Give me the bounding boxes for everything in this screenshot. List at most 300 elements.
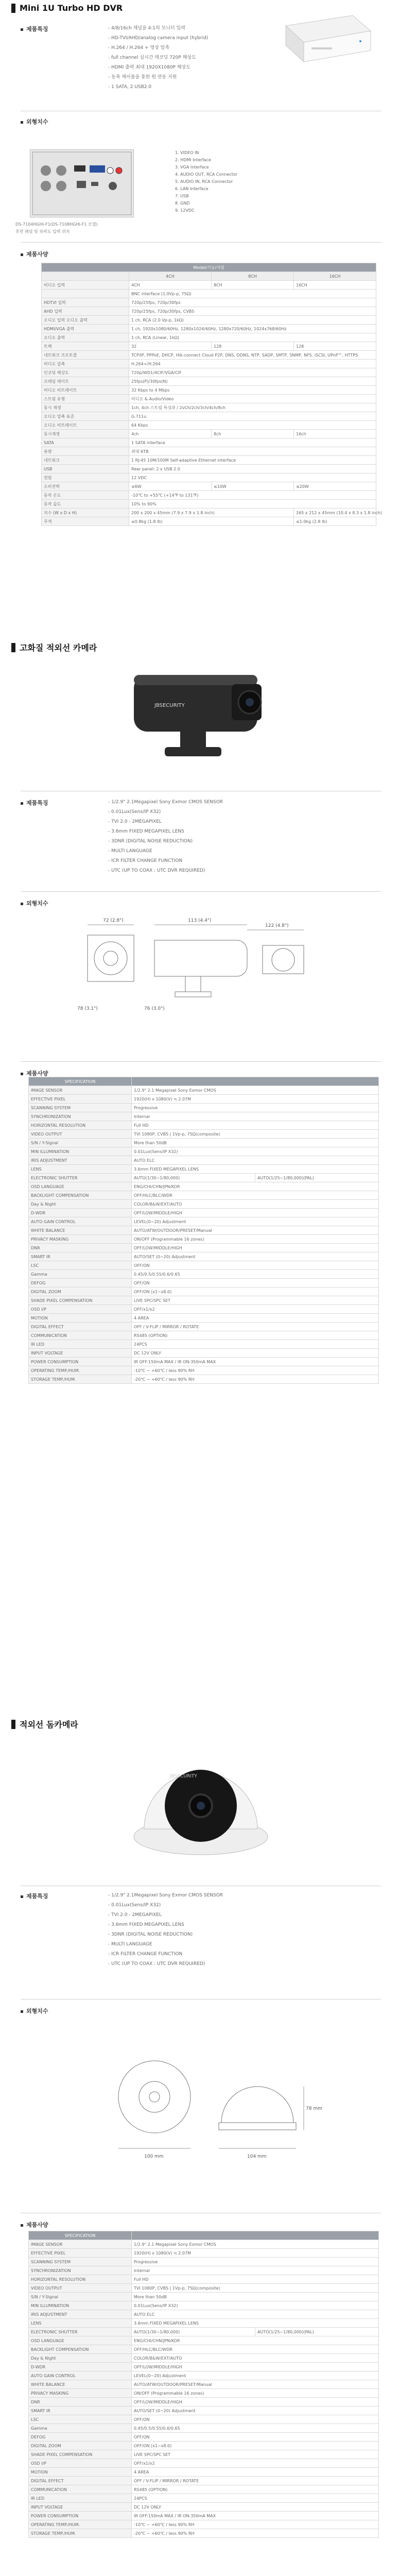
table-row bbox=[29, 2459, 379, 2468]
table-cell: AUTO/ATW/OUTDOOR/PRESET/Manual bbox=[132, 1226, 379, 1235]
dome-features-heading: 제품특징 bbox=[21, 1892, 48, 1900]
table-cell: -20℃ ~ +60℃ / less 90% RH bbox=[132, 2529, 379, 2538]
row-label: LENS bbox=[29, 2319, 132, 2328]
table-cell: OFF/LOW/MIDDLE/HIGH bbox=[132, 2363, 379, 2371]
feature-item: - 3.6mm FIXED MEGAPIXEL LENS bbox=[108, 827, 223, 837]
feature-item: - 1/2.9" 2.1Megapixel Sony Exmor CMOS SENSOR bbox=[108, 798, 223, 807]
table-cell: 10% to 90% bbox=[129, 500, 376, 509]
feature-item: - UTC (UP TO COAX : UTC DVR REQUIRED) bbox=[108, 1959, 223, 1969]
table-row bbox=[29, 1375, 379, 1384]
feature-item: - UTC (UP TO COAX : UTC DVR REQUIRED) bbox=[108, 866, 223, 876]
table-row bbox=[29, 2468, 379, 2477]
table-cell: ≤10W bbox=[212, 482, 294, 491]
table-row bbox=[29, 2450, 379, 2459]
table-row bbox=[42, 491, 376, 500]
dvr-spec-table bbox=[41, 263, 382, 526]
feature-item: - ICR FILTER CHANGE FUNCTION bbox=[108, 856, 223, 866]
feature-item: - 3DNR (DIGITAL NOISE REDUCTION) bbox=[108, 1930, 223, 1940]
row-label: STORAGE TEMP./HUM. bbox=[29, 2529, 132, 2538]
table-row bbox=[29, 1331, 379, 1340]
table-cell: 1920(H) x 1080(V) ≒ 2.07M bbox=[132, 2249, 379, 2258]
table-row bbox=[29, 1182, 379, 1191]
table-header-row bbox=[29, 1077, 379, 1086]
rear-caption-2: 후면 패널 및 외곽도 입력 위치 bbox=[15, 229, 70, 234]
table-row bbox=[29, 2380, 379, 2389]
row-label: D-WDR bbox=[29, 2363, 132, 2371]
dvr-rear-panel bbox=[30, 149, 134, 217]
bullet-spec-heading: 제품사양 bbox=[21, 1069, 48, 1077]
bullet-dimension-drawing bbox=[77, 914, 319, 1023]
dome-title: 적외선 돔카메라 bbox=[11, 1718, 78, 1730]
table-cell: 1 ch, RCA (2.0 Vp-p, 1kΩ) bbox=[129, 316, 376, 325]
table-row bbox=[29, 2258, 379, 2266]
row-label: 오디오 비트레이트 bbox=[42, 421, 129, 430]
table-cell: 128 bbox=[294, 342, 376, 351]
table-cell: 최대 6TB bbox=[129, 447, 376, 456]
table-cell: 0.01Lux(Sens/IP X32) bbox=[132, 1147, 379, 1156]
table-cell: 32 Kbps to 4 Mbps bbox=[129, 386, 376, 395]
table-cell: OFF/x1/x2 bbox=[132, 2459, 379, 2468]
table-cell: 32 bbox=[129, 342, 212, 351]
table-row bbox=[42, 368, 376, 377]
row-label: SCANNING SYSTEM bbox=[29, 2258, 132, 2266]
table-cell: COLOR/B&W/EXT/AUTO bbox=[132, 1200, 379, 1209]
brand-logo: JBSECURITY bbox=[170, 1774, 197, 1779]
feature-item: - H.264 / H.264 + 영상 압축 bbox=[108, 43, 208, 53]
table-row bbox=[42, 430, 376, 438]
row-label: AUTO GAIN CONTROL bbox=[29, 1217, 132, 1226]
table-row bbox=[42, 438, 376, 447]
dome-dim-heading: 외형치수 bbox=[21, 2007, 48, 2015]
table-row bbox=[42, 298, 376, 307]
row-label: 비디오 비트레이트 bbox=[42, 386, 129, 395]
table-cell: 720p/WD1/4CIF/VGA/CIF bbox=[129, 368, 376, 377]
table-cell: TCP/IP, PPPoE, DHCP, Hik-connect Cloud P2P, DNS, DDNS, NTP, SADP, SMTP, SNMP, NFS, iSCSI, UPnP™, HTTPS bbox=[129, 351, 376, 360]
table-row bbox=[29, 1156, 379, 1165]
row-label: DIGITAL EFFECT bbox=[29, 2477, 132, 2485]
row-label: SMART IR bbox=[29, 1252, 132, 1261]
row-label: IMAGE SENSOR bbox=[29, 2240, 132, 2249]
row-label: IR LED bbox=[29, 2494, 132, 2503]
table-row bbox=[29, 2319, 379, 2328]
table-row bbox=[29, 1121, 379, 1130]
dvr-feature-list bbox=[108, 24, 208, 92]
row-label: 동작 습도 bbox=[42, 500, 129, 509]
row-label: 프레임 레이트 bbox=[42, 377, 129, 386]
row-label: 비디오 압축 bbox=[42, 360, 129, 368]
row-label: Gamma bbox=[29, 2424, 132, 2433]
table-cell: OFF/HLC/BLC/WDR bbox=[132, 2345, 379, 2354]
dvr-title: Mini 1U Turbo HD DVR bbox=[11, 3, 123, 13]
rear-caption: DS-7104HGHI-F1(DS-7108HGHI-F1 모델) bbox=[15, 222, 98, 227]
row-label: DEFOG bbox=[29, 2433, 132, 2442]
row-label: COMMUNICATION bbox=[29, 1331, 132, 1340]
table-row bbox=[42, 395, 376, 403]
table-row bbox=[42, 421, 376, 430]
table-row bbox=[29, 2406, 379, 2415]
table-cell: AUTO(1/25~1/80,000)(PAL) bbox=[255, 1174, 379, 1182]
table-cell: 24PCS bbox=[132, 1340, 379, 1349]
table-row bbox=[29, 1174, 379, 1182]
table-cell: 1/2.9" 2.1 Megapixel Sony Exmor CMOS bbox=[132, 2240, 379, 2249]
table-row bbox=[29, 2328, 379, 2336]
legend-item: 8. GND bbox=[175, 201, 190, 206]
row-label: 소비전력 bbox=[42, 482, 129, 491]
table-cell: More than 50dB bbox=[132, 1139, 379, 1147]
divider bbox=[21, 891, 381, 892]
table-cell: Progressive bbox=[132, 1104, 379, 1112]
table-cell: LEVEL(0~20) Adjustment bbox=[132, 1217, 379, 1226]
table-row bbox=[29, 1296, 379, 1305]
table-row bbox=[42, 500, 376, 509]
dim-label: 76 (3.0") bbox=[144, 1006, 165, 1011]
bullet-features-heading: 제품특징 bbox=[21, 799, 48, 807]
table-row bbox=[29, 2336, 379, 2345]
table-row bbox=[29, 2310, 379, 2319]
table-cell: -20℃ ~ +60℃ / less 90% RH bbox=[132, 1375, 379, 1384]
row-label: OSD LANGUAGE bbox=[29, 1182, 132, 1191]
table-row bbox=[29, 2240, 379, 2249]
title-mark bbox=[11, 1720, 15, 1729]
row-label: 치수 (W x D x H) bbox=[42, 509, 129, 517]
bullet-title: 고화질 적외선 카메라 bbox=[11, 641, 97, 653]
table-cell: 8CH bbox=[212, 281, 294, 290]
dim-label: 100 mm bbox=[144, 2154, 164, 2159]
table-cell: AUTO(1/30~1/80,000) bbox=[132, 2328, 255, 2336]
dvr-features-heading: 제품특징 bbox=[21, 25, 48, 33]
row-label: Day & Night bbox=[29, 1200, 132, 1209]
row-label: AHD 입력 bbox=[42, 307, 129, 316]
table-cell: 720p/25fps, 720p/30fps bbox=[129, 298, 376, 307]
table-row bbox=[29, 1305, 379, 1314]
feature-item: - TVI 2.0 - 2MEGAPIXEL bbox=[108, 1910, 223, 1920]
table-cell: OFF/ON (x1~x8.0) bbox=[132, 2442, 379, 2450]
dvr-rear-heading: 외형치수 bbox=[21, 117, 48, 126]
row-label: MOTION bbox=[29, 2468, 132, 2477]
legend-item: 3. VGA Interface bbox=[175, 165, 209, 170]
row-label: 인코딩 해상도 bbox=[42, 368, 129, 377]
row-label: DNR bbox=[29, 2398, 132, 2406]
dome-feature-list bbox=[108, 1891, 223, 1969]
bullet-camera-image bbox=[103, 665, 299, 773]
feature-item: - TVI 2.0 - 2MEGAPIXEL bbox=[108, 817, 223, 827]
row-label: HDTVI 입력 bbox=[42, 298, 129, 307]
table-cell: ≤0.8kg (1.8 lb) bbox=[129, 517, 294, 526]
table-cell: COLOR/B&W/EXT/AUTO bbox=[132, 2354, 379, 2363]
table-cell: OFF/LOW/MIDDLE/HIGH bbox=[132, 1244, 379, 1252]
dim-label: 122 (4.8") bbox=[265, 923, 289, 928]
table-cell: 1 RJ-45 10M/100M Self-adaptive Ethernet interface bbox=[129, 456, 376, 465]
table-row bbox=[29, 1366, 379, 1375]
table-cell: AUTO ELC bbox=[132, 2310, 379, 2319]
table-row bbox=[42, 517, 376, 526]
table-cell: 1 ch, RCA (Linear, 1kΩ) bbox=[129, 333, 376, 342]
divider bbox=[21, 242, 381, 243]
row-label: MIN ILLUMINATION bbox=[29, 1147, 132, 1156]
table-row bbox=[29, 1235, 379, 1244]
feature-item: - 1 SATA, 2 USB2.0 bbox=[108, 82, 208, 92]
feature-item: - MULTI LANGUAGE bbox=[108, 1940, 223, 1950]
row-label: MIN ILLUMINATION bbox=[29, 2301, 132, 2310]
table-cell: OFF / V-FLIP / MIRROR / ROTATE bbox=[132, 2477, 379, 2485]
table-row bbox=[29, 2275, 379, 2284]
table-cell: ON/OFF (Programmable 16 zones) bbox=[132, 2389, 379, 2398]
table-cell: 16ch bbox=[294, 430, 376, 438]
table-row bbox=[42, 447, 376, 456]
table-row bbox=[29, 2529, 379, 2538]
table-cell: 25fps(P)/30fps(N) bbox=[129, 377, 376, 386]
row-label: DEFOG bbox=[29, 1279, 132, 1287]
table-row bbox=[42, 386, 376, 395]
row-label: LSC bbox=[29, 2415, 132, 2424]
row-label: 동시재생 bbox=[42, 430, 129, 438]
feature-item: - HDMI 출력 최대 1920X1080P 해상도 bbox=[108, 63, 208, 73]
table-row bbox=[29, 2494, 379, 2503]
row-label: PRIVACY MASKING bbox=[29, 1235, 132, 1244]
table-cell: OFF/x1/x2 bbox=[132, 1305, 379, 1314]
row-label: SMART IR bbox=[29, 2406, 132, 2415]
dim-label: 78 (3.1") bbox=[77, 1006, 98, 1011]
row-label bbox=[42, 290, 129, 298]
dome-dimension-drawing bbox=[93, 2040, 322, 2174]
table-cell: 4CH bbox=[129, 272, 212, 281]
table-cell: OFF / V-FLIP / MIRROR / ROTATE bbox=[132, 1323, 379, 1331]
row-label: HDMI/VGA 출력 bbox=[42, 325, 129, 333]
row-label: WHITE BALANCE bbox=[29, 1226, 132, 1235]
table-row bbox=[29, 1279, 379, 1287]
table-row bbox=[29, 2301, 379, 2310]
row-label: BACKLIGHT COMPENSATION bbox=[29, 2345, 132, 2354]
table-header-row bbox=[29, 2231, 379, 2240]
row-label: POWER CONSUMPTION bbox=[29, 2512, 132, 2520]
table-header: SPECIFICATION bbox=[29, 2231, 132, 2240]
dvr-product-image bbox=[275, 10, 373, 72]
table-cell: 16CH bbox=[294, 272, 376, 281]
table-cell: ≤1.0kg (2.8 lb) bbox=[294, 517, 376, 526]
table-row bbox=[42, 307, 376, 316]
row-label: COMMUNICATION bbox=[29, 2485, 132, 2494]
table-cell: G.711u bbox=[129, 412, 376, 421]
table-row bbox=[29, 1226, 379, 1235]
row-label: SCANNING SYSTEM bbox=[29, 1104, 132, 1112]
title-mark bbox=[11, 643, 15, 652]
table-cell: Internal bbox=[132, 2266, 379, 2275]
feature-item: - ICR FILTER CHANGE FUNCTION bbox=[108, 1950, 223, 1959]
dim-label: 113 (4.4") bbox=[188, 918, 212, 923]
row-label: WHITE BALANCE bbox=[29, 2380, 132, 2389]
bullet-dim-heading: 외형치수 bbox=[21, 899, 48, 907]
feature-item: - 3DNR (DIGITAL NOISE REDUCTION) bbox=[108, 837, 223, 846]
title-mark bbox=[11, 4, 15, 13]
legend-item: 6. LAN Interface bbox=[175, 187, 209, 191]
table-cell: 4 AREA bbox=[132, 2468, 379, 2477]
table-cell: More than 50dB bbox=[132, 2293, 379, 2301]
table-cell: Rear panel: 2 x USB 2.0 bbox=[129, 465, 376, 473]
table-cell: LIVE SPC/SPC SET bbox=[132, 2450, 379, 2459]
row-label: ELECTRONIC SHUTTER bbox=[29, 1174, 132, 1182]
table-cell: -10℃ ~ +60℃ / less 90% RH bbox=[132, 2520, 379, 2529]
table-row bbox=[42, 316, 376, 325]
table-row bbox=[29, 1252, 379, 1261]
row-label: 전원 bbox=[42, 473, 129, 482]
table-cell: 24PCS bbox=[132, 2494, 379, 2503]
brand-logo: JBSECURITY bbox=[154, 703, 185, 708]
table-cell: ON/OFF (Programmable 16 zones) bbox=[132, 1235, 379, 1244]
table-row bbox=[29, 2520, 379, 2529]
row-label: 무게 bbox=[42, 517, 129, 526]
feature-item: - 0.01Lux(Sens/IP X32) bbox=[108, 807, 223, 817]
table-cell: 12 VDC bbox=[129, 473, 376, 482]
row-label: HORIZONTAL RESOLUTION bbox=[29, 2275, 132, 2284]
row-label: IMAGE SENSOR bbox=[29, 1086, 132, 1095]
table-cell: OFF/ON bbox=[132, 1261, 379, 1270]
row-label: 비디오 입력 bbox=[42, 281, 129, 290]
table-cell: 0.45/0.5/0.55/0.6/0.65 bbox=[132, 2424, 379, 2433]
table-cell: 4CH bbox=[129, 281, 212, 290]
table-row bbox=[42, 351, 376, 360]
row-label: LSC bbox=[29, 1261, 132, 1270]
table-cell: 200 x 200 x 45mm (7.9 x 7.9 x 1.8 inch) bbox=[129, 509, 294, 517]
row-label: Gamma bbox=[29, 1270, 132, 1279]
table-row bbox=[29, 2424, 379, 2433]
table-row bbox=[29, 1314, 379, 1323]
table-cell bbox=[132, 2231, 379, 2240]
dome-camera-image bbox=[118, 1747, 283, 1865]
table-cell: 0.45/0.5/0.55/0.6/0.65 bbox=[132, 1270, 379, 1279]
table-header: Model/기능/사양 bbox=[42, 263, 376, 272]
feature-item: - MULTI LANGUAGE bbox=[108, 846, 223, 856]
table-cell: OFF/ON bbox=[132, 1279, 379, 1287]
dim-label: 78 mm bbox=[306, 2106, 322, 2111]
legend-item: 2. HDMI Interface bbox=[175, 158, 211, 162]
row-label: Day & Night bbox=[29, 2354, 132, 2363]
row-label: DIGITAL ZOOM bbox=[29, 1287, 132, 1296]
table-row bbox=[29, 1217, 379, 1226]
table-row bbox=[29, 2485, 379, 2494]
table-cell: OFF/HLC/BLC/WDR bbox=[132, 1191, 379, 1200]
bullet-spec-table bbox=[28, 1077, 379, 1384]
row-label: DNR bbox=[29, 1244, 132, 1252]
table-cell: 265 x 212 x 45mm (10.4 x 8.3 x 1.8 inch) bbox=[294, 509, 376, 517]
table-row bbox=[29, 1191, 379, 1200]
table-row bbox=[42, 290, 376, 298]
table-row bbox=[42, 333, 376, 342]
table-cell: 64 Kbps bbox=[129, 421, 376, 430]
row-label: IRIS ADJUSTMENT bbox=[29, 2310, 132, 2319]
table-cell: Internal bbox=[132, 1112, 379, 1121]
table-cell: LEVEL(0~20) Adjustment bbox=[132, 2371, 379, 2380]
table-cell: H.264+/H.264 bbox=[129, 360, 376, 368]
feature-item: - 4/8/16ch 채널을 4:1의 모니터 입력 bbox=[108, 24, 208, 33]
row-label: INPUT VOLTAGE bbox=[29, 1349, 132, 1358]
table-cell: 128 bbox=[212, 342, 294, 351]
table-row bbox=[29, 1349, 379, 1358]
row-label: IR LED bbox=[29, 1340, 132, 1349]
table-row bbox=[29, 1358, 379, 1366]
table-cell: 8ch bbox=[212, 430, 294, 438]
row-label: EFFECTIVE PIXEL bbox=[29, 2249, 132, 2258]
table-row bbox=[42, 509, 376, 517]
table-cell: 4ch bbox=[129, 430, 212, 438]
table-row bbox=[29, 1147, 379, 1156]
table-cell: 4 AREA bbox=[132, 1314, 379, 1323]
table-row bbox=[29, 2512, 379, 2520]
table-cell: 0.01Lux(Sens/IP X32) bbox=[132, 2301, 379, 2310]
table-row bbox=[29, 2398, 379, 2406]
row-label: SHADE PIXEL COMPENSATION bbox=[29, 1296, 132, 1305]
table-cell: DC 12V ONLY bbox=[132, 2503, 379, 2512]
row-label: SYNCHRONIZATION bbox=[29, 1112, 132, 1121]
table-cell: DC 12V ONLY bbox=[132, 1349, 379, 1358]
table-row bbox=[29, 1139, 379, 1147]
table-cell: AUTO(1/25~1/80,000)(PAL) bbox=[255, 2328, 379, 2336]
table-cell: 1 ch, 1920x1080/60Hz, 1280x1024/60Hz, 1280x720/60Hz, 1024x768/60Hz bbox=[129, 325, 376, 333]
feature-item: - 3.6mm FIXED MEGAPIXEL LENS bbox=[108, 1920, 223, 1930]
table-row bbox=[29, 2363, 379, 2371]
table-row bbox=[42, 482, 376, 491]
row-label: IRIS ADJUSTMENT bbox=[29, 1156, 132, 1165]
table-cell: IR OFF:150mA MAX / IR ON:350mA MAX bbox=[132, 1358, 379, 1366]
table-cell: OFF/ON bbox=[132, 2433, 379, 2442]
table-cell: 1920(H) x 1080(V) ≒ 2.07M bbox=[132, 1095, 379, 1104]
table-cell: 3.6mm FIXED MEGAPIXEL LENS bbox=[132, 1165, 379, 1174]
table-row bbox=[29, 1095, 379, 1104]
row-label: D-WDR bbox=[29, 1209, 132, 1217]
table-cell: Full HD bbox=[132, 2275, 379, 2284]
row-label: MOTION bbox=[29, 1314, 132, 1323]
row-label: DIGITAL EFFECT bbox=[29, 1323, 132, 1331]
table-cell: -10℃ ~ +60℃ / less 90% RH bbox=[132, 1366, 379, 1375]
table-cell: 720p/25fps, 720p/30fps, CVBS bbox=[129, 307, 376, 316]
table-header-row bbox=[42, 263, 376, 272]
table-cell: AUTO/ATW/OUTDOOR/PRESET/Manual bbox=[132, 2380, 379, 2389]
row-label: 동시 재생 bbox=[42, 403, 129, 412]
row-label: SYNCHRONIZATION bbox=[29, 2266, 132, 2275]
table-cell: 1 SATA interface bbox=[129, 438, 376, 447]
table-cell: 1ch, 4ch 스트림 특성과 / 2vCh/2ch/3ch/4ch/8ch bbox=[129, 403, 376, 412]
table-row bbox=[29, 1323, 379, 1331]
table-cell: -10℃ to +55℃ (+14℉ to 131℉) bbox=[129, 491, 376, 500]
row-label: DIGITAL ZOOM bbox=[29, 2442, 132, 2450]
table-row bbox=[29, 2284, 379, 2293]
row-label: 스트림 유형 bbox=[42, 395, 129, 403]
table-row bbox=[29, 1200, 379, 1209]
table-cell: OFF/LOW/MIDDLE/HIGH bbox=[132, 1209, 379, 1217]
table-row bbox=[42, 403, 376, 412]
table-row bbox=[42, 412, 376, 421]
dome-spec-table bbox=[28, 2231, 379, 2538]
table-row bbox=[42, 342, 376, 351]
row-label: 네트워크 bbox=[42, 456, 129, 465]
table-row bbox=[42, 325, 376, 333]
row-label: OPERATING TEMP./HUM. bbox=[29, 1366, 132, 1375]
row-label: 용량 bbox=[42, 447, 129, 456]
row-label: PRIVACY MASKING bbox=[29, 2389, 132, 2398]
table-row bbox=[29, 2371, 379, 2380]
row-label: 트랙 bbox=[42, 342, 129, 351]
table-row bbox=[29, 1112, 379, 1121]
table-header: SPECIFICATION bbox=[29, 1077, 132, 1086]
table-cell: ENG/CHI/CHN/JPN/KOR bbox=[132, 1182, 379, 1191]
legend-item: 5. AUDIO IN, RCA Connector bbox=[175, 179, 233, 184]
table-row bbox=[29, 2249, 379, 2258]
table-cell: 16CH bbox=[294, 281, 376, 290]
table-cell: OFF/ON (x1~x8.0) bbox=[132, 1287, 379, 1296]
table-cell: IR OFF:150mA MAX / IR ON:350mA MAX bbox=[132, 2512, 379, 2520]
table-row bbox=[29, 1270, 379, 1279]
feature-item: - full channel 실시간 레코딩 720P 해상도 bbox=[108, 53, 208, 63]
table-cell: LIVE SPC/SPC SET bbox=[132, 1296, 379, 1305]
